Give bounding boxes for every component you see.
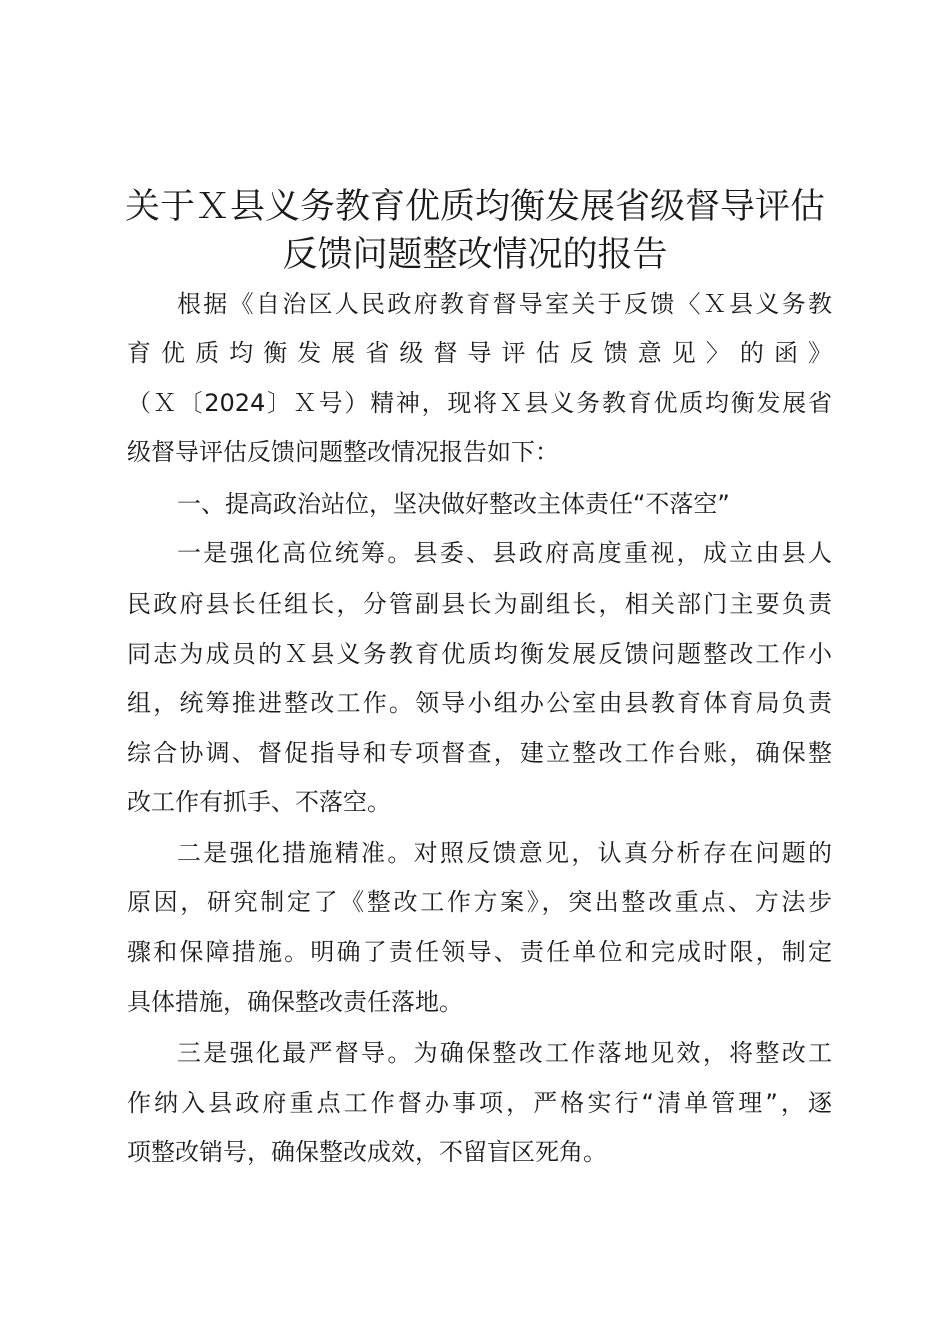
paragraph-1-line-4: 级督导评估反馈问题整改情况报告如下： xyxy=(127,438,559,466)
section-heading-1: 一、提高政治站位，坚决做好整改主体责任“不落空” xyxy=(177,490,730,518)
paragraph-1-line-2: 育优质均衡发展省级督导评估反馈意见〉的函》 xyxy=(127,339,832,367)
paragraph-2-line-1: 一是强化高位统筹。县委、县政府高度重视，成立由县人 xyxy=(177,539,832,567)
paragraph-2-line-6: 改工作有抓手、不落空。 xyxy=(127,788,391,816)
paragraph-3-line-3: 骤和保障措施。明确了责任领导、责任单位和完成时限，制定 xyxy=(127,938,832,966)
paragraph-2-line-5: 综合协调、督促指导和专项督查，建立整改工作台账，确保整 xyxy=(127,739,832,767)
paragraph-2-line-2: 民政府县长任组长，分管副县长为副组长，相关部门主要负责 xyxy=(127,590,832,618)
paragraph-1-line-1: 根据《自治区人民政府教育督导室关于反馈〈Ｘ县义务教 xyxy=(177,290,832,318)
paragraph-4-line-1: 三是强化最严督导。为确保整改工作落地见效，将整改工 xyxy=(177,1039,832,1067)
paragraph-3-line-4: 具体措施，确保整改责任落地。 xyxy=(127,988,463,1016)
paragraph-4-line-3: 项整改销号，确保整改成效，不留盲区死角。 xyxy=(127,1138,607,1166)
report-title-line-2: 反馈问题整改情况的报告 xyxy=(282,235,668,275)
paragraph-4-line-2: 作纳入县政府重点工作督办事项，严格实行“清单管理”，逐 xyxy=(127,1089,832,1117)
paragraph-3-line-2: 原因，研究制定了《整改工作方案》，突出整改重点、方法步 xyxy=(127,888,832,916)
paragraph-2-line-3: 同志为成员的Ｘ县义务教育优质均衡发展反馈问题整改工作小 xyxy=(127,640,832,668)
paragraph-1-line-3: （Ｘ〔2024〕Ｘ号）精神，现将Ｘ县义务教育优质均衡发展省 xyxy=(127,389,832,417)
paragraph-2-line-4: 组，统筹推进整改工作。领导小组办公室由县教育体育局负责 xyxy=(127,689,832,717)
paragraph-3-line-1: 二是强化措施精准。对照反馈意见，认真分析存在问题的 xyxy=(177,839,832,867)
report-title-line-1: 关于Ｘ县义务教育优质均衡发展省级督导评估 xyxy=(124,187,825,227)
